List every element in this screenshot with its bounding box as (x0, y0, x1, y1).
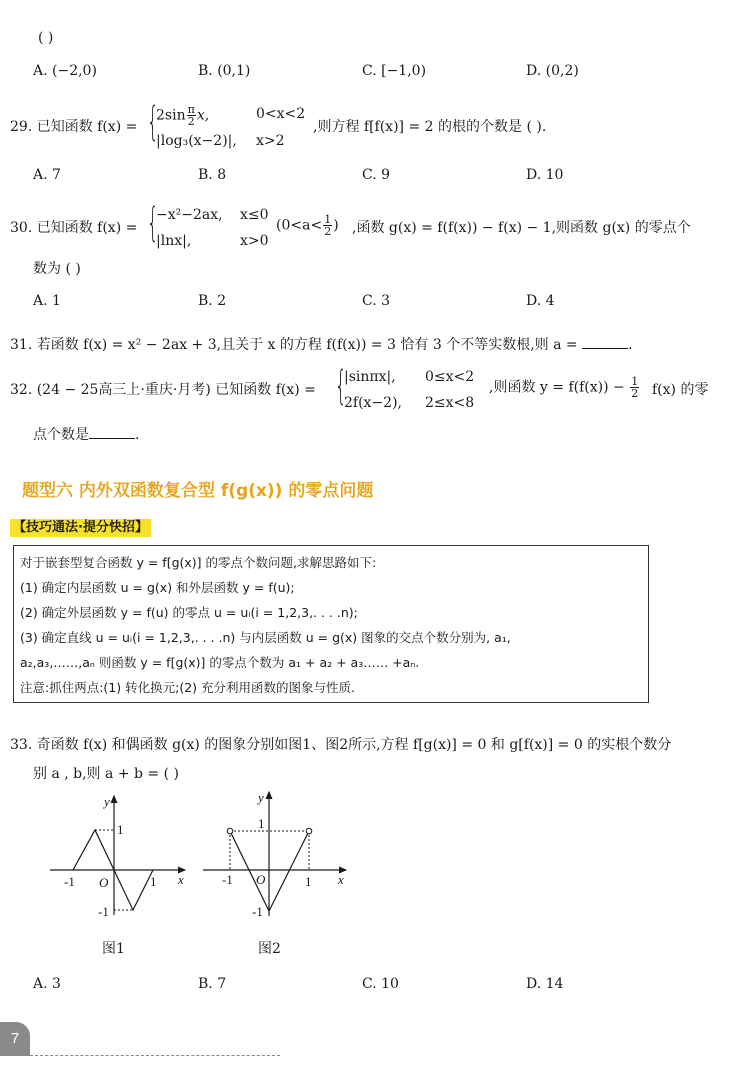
tip-line-note: 注意:抓住两点:(1) 转化换元;(2) 充分利用函数的图象与性质. (20, 680, 355, 695)
fig2-y-label: y (258, 790, 264, 805)
q30-option-d: D. 4 (526, 293, 555, 309)
q30-case2-expr: |lnx|, (156, 233, 192, 249)
tip-line-step3: (3) 确定直线 u = uᵢ(i = 1,2,3,. . . .n) 与内层函数 u = g(x) 图象的交点个数分别为, a₁, (20, 630, 511, 645)
q30-suffix: ,函数 g(x) = f(f(x)) − f(x) − 1,则函数 g(x) 的零点个 (352, 220, 691, 236)
footer-dashed-line (30, 1055, 280, 1056)
q31-text: 31. 若函数 f(x) = x² − 2ax + 3,且关于 x 的方程 f(f(x)) = 3 恰有 3 个不等实数根,则 a = . (10, 334, 633, 354)
q33-option-c: C. 10 (362, 976, 399, 992)
tip-box (13, 545, 649, 703)
fig1-tick-x-pos: 1 (150, 874, 157, 889)
page-number: 7 (0, 1022, 30, 1056)
fig1-x-label: x (178, 872, 184, 887)
q29-case1-cond: 0<x<2 (256, 106, 306, 122)
q32-answer-blank[interactable] (89, 424, 135, 439)
fig2-caption: 图2 (258, 941, 281, 957)
q30-option-a: A. 1 (33, 293, 61, 309)
fig1-tick-y-pos: 1 (117, 822, 124, 837)
fig1-origin: O (99, 875, 109, 890)
fig1-tick-y-neg: -1 (98, 904, 109, 919)
fig1-caption: 图1 (102, 941, 125, 957)
q33-line2: 别 a , b,则 a + b = ( ) (33, 766, 179, 782)
q33-line1: 33. 奇函数 f(x) 和偶函数 g(x) 的图象分别如图1、图2所示,方程 f[g(x)] = 0 和 g[f(x)] = 0 的实根个数分 (10, 737, 672, 753)
figure-1 (45, 790, 195, 920)
fig1-y-label: y (104, 794, 110, 809)
prev-option-a: A. (−2,0) (33, 63, 97, 79)
q30-option-c: C. 3 (362, 293, 391, 309)
q32-line2: 点个数是 . (33, 424, 139, 444)
section-title: 题型六 内外双函数复合型 f(g(x)) 的零点问题 (22, 481, 374, 501)
q30-option-b: B. 2 (198, 293, 227, 309)
q30-line2: 数为 ( ) (33, 261, 81, 277)
q32-case2-expr: 2f(x−2), (344, 395, 402, 411)
tip-line-step2: (2) 确定外层函数 y = f(u) 的零点 u = uᵢ(i = 1,2,3,. . . .n); (20, 605, 358, 620)
q30-case1-expr: −x²−2ax, (156, 207, 223, 223)
q31-answer-blank[interactable] (582, 334, 628, 349)
tip-line-step1: (1) 确定内层函数 u = g(x) 和外层函数 y = f(u); (20, 580, 295, 595)
tip-line-intro: 对于嵌套型复合函数 y = f[g(x)] 的零点个数问题,求解思路如下: (20, 555, 377, 570)
q29-case1-expr: 2sin $\frac{\pi}{2}$ x, (156, 103, 210, 128)
q33-option-b: B. 7 (198, 976, 227, 992)
q32-prefix: 32. (24 − 25高三上·重庆·月考) 已知函数 f(x) = (10, 382, 316, 398)
technique-tag: 【技巧通法·提分快招】 (10, 519, 151, 537)
fig2-tick-x-pos: 1 (305, 874, 312, 889)
q30-brace: { (147, 200, 159, 246)
q30-prefix: 30. 已知函数 f(x) = (10, 220, 138, 236)
q30-param: (0<a< $\frac{1}{2}$ ) (276, 213, 339, 238)
prev-question-paren: ( ) (38, 30, 54, 46)
q32-brace: { (335, 363, 347, 409)
fig2-origin: O (256, 872, 266, 887)
fig1-tick-x-neg: -1 (64, 874, 75, 889)
q29-case2-expr: |log₃(x−2)|, (156, 133, 237, 149)
tip-line-step3-cont: a₂,a₃,……,aₙ 则函数 y = f[g(x)] 的零点个数为 a₁ + a₂ + a₃…… +aₙ. (20, 655, 420, 670)
figure-2 (198, 786, 353, 920)
q29-option-a: A. 7 (33, 167, 61, 183)
q29-option-d: D. 10 (526, 167, 564, 183)
q29-suffix: ,则方程 f[f(x)] = 2 的根的个数是 ( ). (313, 119, 547, 135)
fig2-tick-x-neg: -1 (222, 872, 233, 887)
q33-option-d: D. 14 (526, 976, 564, 992)
prev-option-b: B. (0,1) (198, 63, 251, 79)
fig2-open-point-right (306, 828, 312, 834)
q32-case2-cond: 2≤x<8 (425, 395, 475, 411)
fig2-open-point-left (227, 828, 233, 834)
fig2-tick-y-neg: -1 (252, 904, 263, 919)
q30-case2-cond: x>0 (240, 233, 269, 249)
q29-option-b: B. 8 (198, 167, 227, 183)
q29-brace: { (147, 99, 159, 145)
q32-suffix: f(x) 的零 (652, 382, 709, 398)
q29-prefix: 29. 已知函数 f(x) = (10, 119, 138, 135)
q30-case1-cond: x≤0 (240, 207, 269, 223)
prev-option-c: C. [−1,0) (362, 63, 427, 79)
fig2-x-label: x (338, 872, 344, 887)
q32-case1-cond: 0≤x<2 (425, 369, 475, 385)
q32-mid: ,则函数 y = f(f(x)) − $\frac{1}{2}$ (489, 375, 639, 400)
fig2-tick-y-pos: 1 (258, 816, 265, 831)
prev-option-d: D. (0,2) (526, 63, 579, 79)
q29-option-c: C. 9 (362, 167, 391, 183)
q33-option-a: A. 3 (33, 976, 61, 992)
q32-case1-expr: |sinπx|, (344, 369, 396, 385)
q29-case2-cond: x>2 (256, 133, 285, 149)
